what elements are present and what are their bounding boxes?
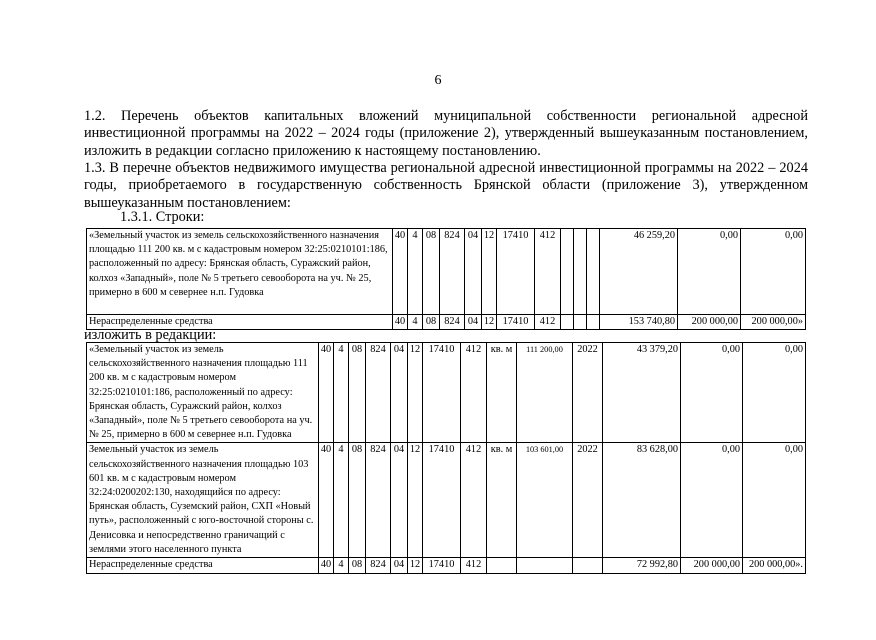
value-2023: 0,00 [681,343,743,443]
table-row [87,229,806,315]
code-cell: 12 [482,315,497,330]
year-cell: 2022 [573,343,603,443]
area-cell: 103 601,00 [517,443,573,558]
total-label: Нераспределенные средства [87,315,393,330]
code-cell: 17410 [497,315,535,330]
value-2022: 83 628,00 [603,443,681,558]
code-cell: 4 [334,558,349,573]
code-cell: 4 [408,315,423,330]
code-cell: 12 [408,443,423,558]
code-cell: 08 [423,229,440,315]
object-name: Земельный участок из земель сельскохозяйственного назначения площадью 103 601 кв. м с кадастровым номером 32:24:0200202:130, находящийся по адресу: Брянская область, Суземский район, СХП «Новый путь», расположенный с юго-восточной стороны с. Денисовка и непосредственно граничащий с землями этого населенного пункта [87,443,319,558]
empty-cell [587,315,600,330]
value-2022: 72 992,80 [603,558,681,573]
code-cell: 12 [482,229,497,315]
code-cell: 824 [366,443,391,558]
page-number: 6 [434,73,442,88]
table-row [87,443,806,558]
code-cell: 40 [393,229,408,315]
code-cell: 412 [461,443,487,558]
code-cell: 04 [391,443,408,558]
code-cell: 40 [319,343,334,443]
value-2024: 0,00 [741,229,806,315]
code-cell: 08 [349,443,366,558]
code-cell: 40 [393,315,408,330]
unit-cell: кв. м [487,343,517,443]
code-cell: 412 [535,315,561,330]
empty-cell [573,558,603,573]
code-cell: 17410 [423,343,461,443]
code-cell: 04 [391,343,408,443]
code-cell: 412 [535,229,561,315]
subsection-label: 1.3.1. Строки: [120,209,205,225]
table-row [87,343,806,443]
code-cell: 824 [440,315,465,330]
code-cell: 08 [423,315,440,330]
code-cell: 12 [408,558,423,573]
value-2024: 200 000,00» [741,315,806,330]
value-2022: 153 740,80 [600,315,678,330]
paragraph-1-2: 1.2. Перечень объектов капитальных вложений муниципальной собственности региональной адресной инвестиционной программы на 2022 – 2024 годы (приложение 2), утвержденный вышеуказанным постановлением, изложить в редакции согласно приложению к настоящему постановлению. [84,108,808,159]
code-cell: 4 [334,343,349,443]
total-label: Нераспределенные средства [87,558,319,573]
new-rows-table [86,342,806,574]
value-2023: 200 000,00 [678,315,741,330]
code-cell: 40 [319,443,334,558]
value-2022: 43 379,20 [603,343,681,443]
code-cell: 17410 [423,443,461,558]
value-2023: 0,00 [678,229,741,315]
old-rows-table [86,228,806,330]
code-cell: 08 [349,558,366,573]
code-cell: 824 [366,343,391,443]
code-cell: 04 [465,229,482,315]
area-cell: 111 200,00 [517,343,573,443]
code-cell: 04 [391,558,408,573]
value-2024: 0,00 [743,443,806,558]
code-cell: 17410 [423,558,461,573]
empty-cell [574,229,587,315]
total-row [87,558,806,573]
code-cell: 12 [408,343,423,443]
value-2024: 200 000,00». [743,558,806,573]
year-cell: 2022 [573,443,603,558]
empty-cell [517,558,573,573]
code-cell: 824 [440,229,465,315]
value-2022: 46 259,20 [600,229,678,315]
value-2023: 200 000,00 [681,558,743,573]
code-cell: 4 [334,443,349,558]
empty-cell [574,315,587,330]
paragraph-1-3: 1.3. В перечне объектов недвижимого имущества региональной адресной инвестиционной программы на 2022 – 2024 годы, приобретаемого в государственную собственность Брянской области (приложение 3), утвержденном вышеуказанным постановлением: [84,160,808,211]
empty-cell [561,229,574,315]
code-cell: 824 [366,558,391,573]
code-cell: 412 [461,558,487,573]
object-name: «Земельный участок из земель сельскохозяйственного назначения площадью 111 200 кв. м с кадастровым номером 32:25:0210101:186, расположенный по адресу: Брянская область, Суражский район, колхоз «Западный», поле № 5 третьего севооборота на уч. № 25, примерно в 600 м севернее н.п. Гудовка [87,229,393,315]
value-2024: 0,00 [743,343,806,443]
empty-cell [561,315,574,330]
code-cell: 04 [465,315,482,330]
replace-label: изложить в редакции: [84,327,217,343]
code-cell: 08 [349,343,366,443]
code-cell: 17410 [497,229,535,315]
code-cell: 412 [461,343,487,443]
object-name: «Земельный участок из земель сельскохозяйственного назначения площадью 111 200 кв. м с кадастровым номером 32:25:0210101:186, расположенный по адресу: Брянская область, Суражский район, колхоз «Западный», поле № 5 третьего севооборота на уч. № 25, примерно в 600 м севернее н.п. Гудовка [87,343,319,443]
code-cell: 40 [319,558,334,573]
value-2023: 0,00 [681,443,743,558]
unit-cell: кв. м [487,443,517,558]
empty-cell [587,229,600,315]
code-cell: 4 [408,229,423,315]
empty-cell [487,558,517,573]
